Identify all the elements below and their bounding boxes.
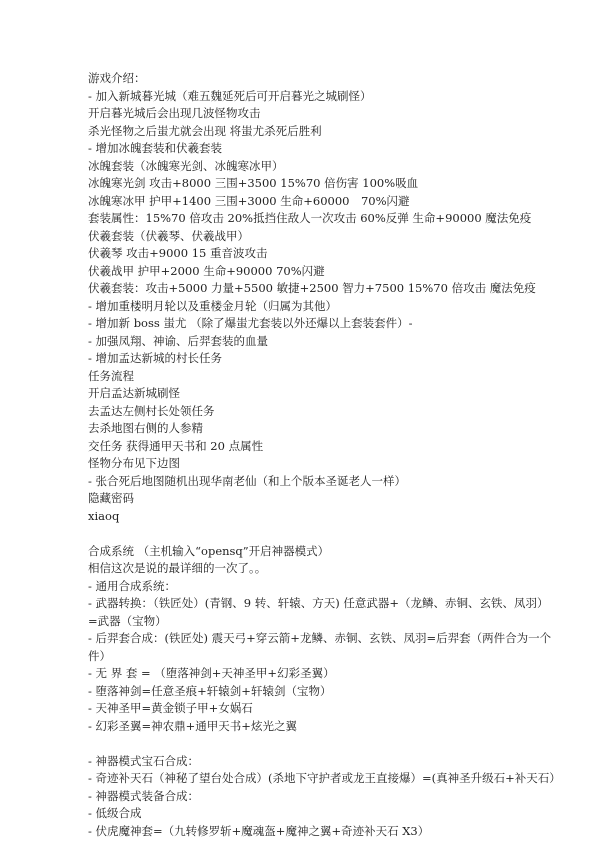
- text-line: - 低级合成: [88, 806, 142, 820]
- text-line: - 武器转换：（铁匠处）(青钢、9 转、轩辕、方天) 任意武器+（龙鳞、赤铜、玄铁、凤羽）: [88, 596, 549, 610]
- text-line: - 神器模式装备合成：: [88, 788, 200, 803]
- text-line: - 后羿套合成：(铁匠处) 震天弓+穿云箭+龙鳞、赤铜、玄铁、凤羽=后羿套（两件合为一个: [88, 631, 552, 645]
- text-line: - 通用合成系统：: [88, 578, 177, 593]
- text-line: - 加强凤翔、神谕、后羿套装的血量: [88, 333, 269, 348]
- text-line: - 幻彩圣翼=神农鼎+通甲天书+炫光之翼: [88, 718, 297, 733]
- text-line: 冰魄寒冰甲 护甲+1400 三围+3000 生命+60000 70%闪避: [88, 193, 410, 208]
- text-line: 隐藏密码: [88, 491, 134, 505]
- text-line: =武器（宝物）: [88, 613, 167, 628]
- text-line: 伏羲套装（伏羲琴、伏羲战甲）: [88, 228, 249, 243]
- text-line: 开启孟达新城刷怪: [88, 386, 180, 400]
- text-line: 交任务 获得通甲天书和 20 点属性: [88, 438, 264, 453]
- text-line: - 伏虎魔神套=（九转修罗斩+魔魂盔+魔神之翼+奇迹补天石 X3）: [88, 823, 430, 838]
- text-line: 套装属性：15%70 倍攻击 20%抵挡住敌人一次攻击 60%反弹 生命+90000 魔法免疫: [88, 211, 532, 225]
- text-line: 杀光怪物之后蚩尤就会出现 将蚩尤杀死后胜利: [88, 123, 322, 138]
- text-line: 开启暮光城后会出现几波怪物攻击: [88, 106, 261, 120]
- text-line: - 增加重楼明月轮以及重楼金月轮（归属为其他）: [88, 298, 338, 313]
- document-body: [88, 70, 561, 840]
- text-line: - 加入新城暮光城（难五魏延死后可开启暮光之城刷怪）: [88, 88, 372, 103]
- blank-line: [88, 525, 558, 543]
- text-line: 合成系统 （主机输入“opensq”开启神器模式）: [88, 543, 330, 558]
- text-line: - 增加冰魄套装和伏羲套装: [88, 141, 223, 155]
- text-line: 伏羲套装：攻击+5000 力量+5500 敏捷+2500 智力+7500 15%70 倍攻击 魔法免疫: [88, 281, 536, 295]
- text-line: - 奇迹补天石（神秘了望台处合成）(杀地下守护者或龙王直接爆）=(真神圣升级石+补天石）: [88, 771, 561, 785]
- text-line: - 堕落神剑=任意圣痕+轩辕剑+轩辕剑（宝物）: [88, 683, 332, 698]
- text-line: 游戏介绍：: [88, 71, 146, 85]
- text-line: 冰魄套装（冰魄寒光剑、冰魄寒冰甲）: [88, 158, 284, 173]
- text-line: 去杀地图右侧的人参精: [88, 421, 203, 435]
- text-line: - 神器模式宝石合成：: [88, 753, 200, 768]
- text-line: 伏羲琴 攻击+9000 15 重音波攻击: [88, 246, 268, 260]
- text-line: 伏羲战甲 护甲+2000 生命+90000 70%闪避: [88, 263, 325, 278]
- text-line: - 增加孟达新城的村长任务: [88, 351, 223, 365]
- text-line: xiaoq: [88, 508, 120, 523]
- blank-line: [88, 735, 558, 753]
- text-line: 冰魄寒光剑 攻击+8000 三围+3500 15%70 倍伤害 100%吸血: [88, 176, 419, 190]
- text-line: - 无 界 套 = （堕落神剑+天神圣甲+幻彩圣翼）: [88, 666, 335, 680]
- text-line: - 增加新 boss 蚩尤 （除了爆蚩尤套装以外还爆以上套装套件）-: [88, 316, 413, 330]
- text-line: - 天神圣甲=黄金锁子甲+女娲石: [88, 701, 253, 715]
- text-line: 任务流程: [88, 368, 134, 383]
- text-line: 怪物分布见下边图: [88, 456, 180, 470]
- text-line: 去孟达左侧村长处领任务: [88, 403, 215, 418]
- text-line: - 张合死后地图随机出现华南老仙（和上个版本圣诞老人一样）: [88, 473, 407, 488]
- text-line: 相信这次是说的最详细的一次了。。: [88, 561, 267, 575]
- text-line: 件）: [88, 648, 111, 663]
